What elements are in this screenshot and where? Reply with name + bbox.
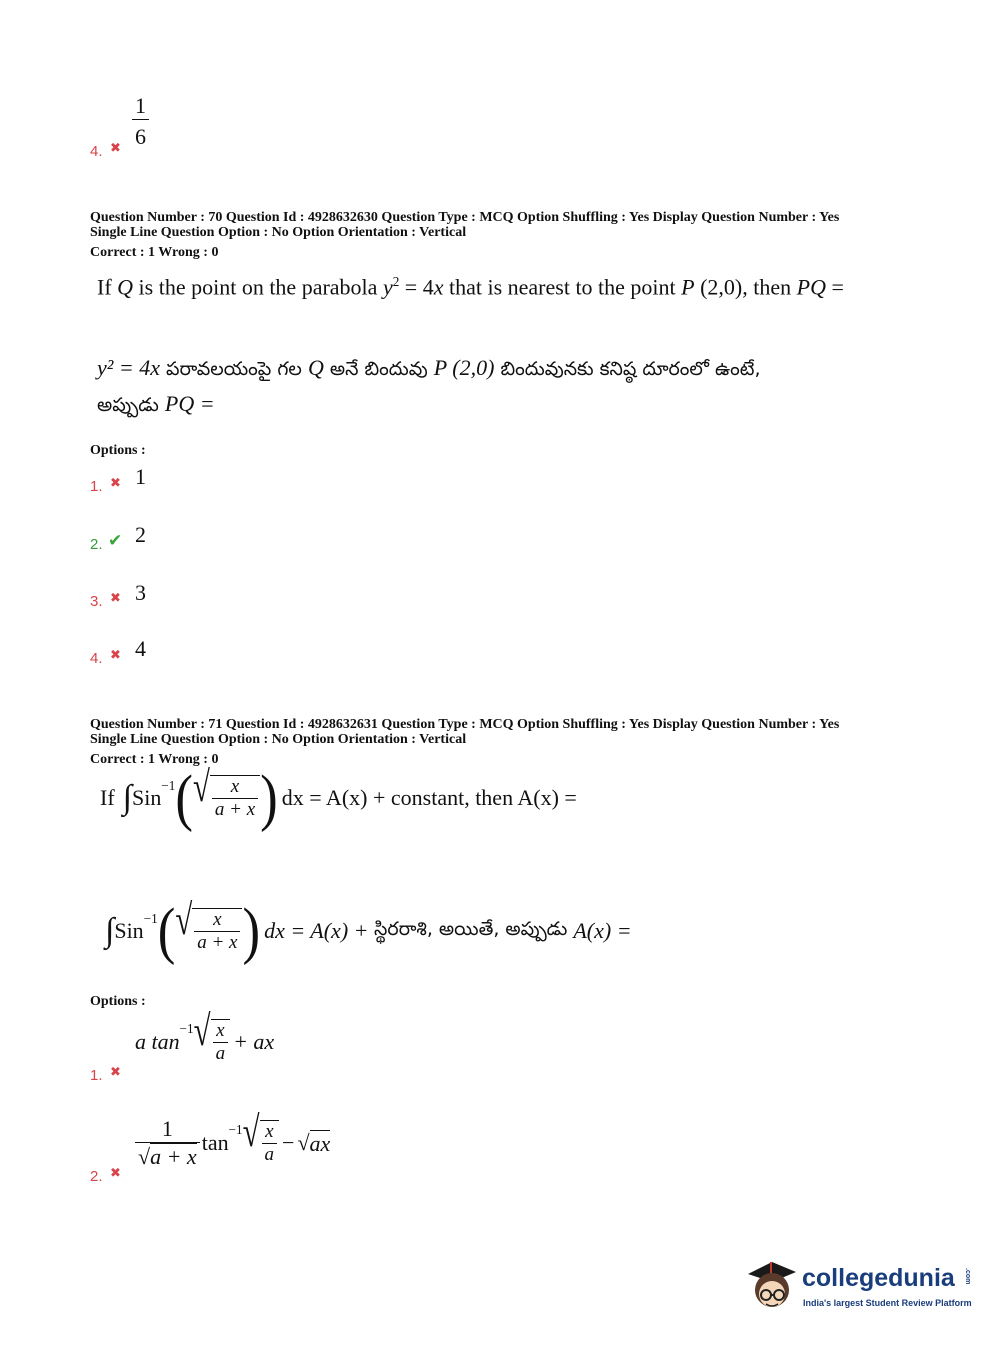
integral-sign-icon: ∫ <box>122 779 132 817</box>
collegedunia-logo <box>742 1250 972 1320</box>
q71-meta-line1: Question Number : 71 Question Id : 4928632631 Question Type : MCQ Option Shuffling : Yes Display Question Number : Yes <box>90 717 840 732</box>
wrong-mark-icon: ✖ <box>110 648 121 663</box>
q70-options-label: Options : <box>90 443 146 458</box>
q70-meta-line2: Single Line Question Option : No Option Orientation : Vertical <box>90 225 467 240</box>
option-value: 2 <box>135 522 146 547</box>
q71-question-english: If ∫ Sin $^{-1}$ ( √ $\frac{x}{a + x}$ ) dx = A(x) + constant, then A(x) = <box>100 763 577 833</box>
wrong-mark-icon: ✖ <box>110 476 121 491</box>
q71-meta-line2: Single Line Question Option : No Option Orientation : Vertical <box>90 732 467 747</box>
option-value: 4 <box>135 636 146 661</box>
q70-option-4 <box>90 636 170 666</box>
sqrt-expression: √ $\frac{x}{a}$ <box>243 1120 279 1166</box>
option-number: 4. <box>90 143 103 160</box>
q70-meta <box>90 210 839 260</box>
option-number: 2. <box>90 536 103 553</box>
q70-option-3 <box>90 580 170 610</box>
sqrt-expression: √ $\frac{x}{a + x}$ <box>175 908 242 954</box>
option-number: 2. <box>90 1168 103 1185</box>
wrong-mark-icon: ✖ <box>110 591 121 606</box>
logo-wordmark: collegedunia <box>802 1264 955 1292</box>
option-fraction: $\frac{1}{6}$ <box>132 93 149 150</box>
prev-option-4 <box>90 93 210 163</box>
q71-options-label: Options : <box>90 994 146 1009</box>
logo-com: .com <box>964 1268 971 1285</box>
q70-question-english: If Q is the point on the parabola $y^2 = 4x$ that is nearest to the point P (2,0), then PQ = <box>97 274 844 300</box>
q70-option-1 <box>90 464 170 494</box>
q70-meta-line3: Correct : 1 Wrong : 0 <box>90 245 219 260</box>
sqrt-expression: √ $\frac{x}{a}$ <box>194 1019 230 1065</box>
q70-question-telugu: y² = 4x పరావలయంపై గల Q అనే బిందువు P (2,0) బిందువునకు కనిష్ఠ దూరంలో ఉంటే, అప్పుడు PQ = <box>97 355 761 416</box>
wrong-mark-icon: ✖ <box>110 141 121 156</box>
q70-meta-line1: Question Number : 70 Question Id : 4928632630 Question Type : MCQ Option Shuffling : Yes Display Question Number : Yes <box>90 210 840 225</box>
q71-question-telugu: ∫ Sin $^{-1}$ ( √ $\frac{x}{a + x}$ ) dx = A(x) + స్థిరరాశి, అయితే, అప్పుడు A(x) = <box>105 896 632 966</box>
q71-option-2: 2. ✖ 1 √ a + x tan $^{-1}$ √ $\frac{x}{a}$ − √ ax <box>90 1108 331 1185</box>
sqrt-expression: √ $\frac{x}{a + x}$ <box>193 775 260 821</box>
option-number: 4. <box>90 650 103 667</box>
option-number: 3. <box>90 593 103 610</box>
mascot-icon <box>742 1250 802 1316</box>
q71-meta-line3: Correct : 1 Wrong : 0 <box>90 752 219 767</box>
option-value: 3 <box>135 580 146 605</box>
wrong-mark-icon: ✖ <box>110 1065 121 1080</box>
option-value: 1 <box>135 464 146 489</box>
wrong-mark-icon: ✖ <box>110 1166 121 1181</box>
correct-check-icon: ✔ <box>108 531 123 551</box>
option-number: 1. <box>90 478 103 495</box>
q71-meta <box>90 717 839 767</box>
logo-tagline: India's largest Student Review Platform <box>803 1298 972 1308</box>
q71-option-1: 1. ✖ a tan $^{-1}$ √ $\frac{x}{a}$ + ax <box>90 1007 275 1084</box>
q70-option-2 <box>90 522 170 552</box>
option-number: 1. <box>90 1067 103 1084</box>
integral-sign-icon: ∫ <box>105 912 115 950</box>
